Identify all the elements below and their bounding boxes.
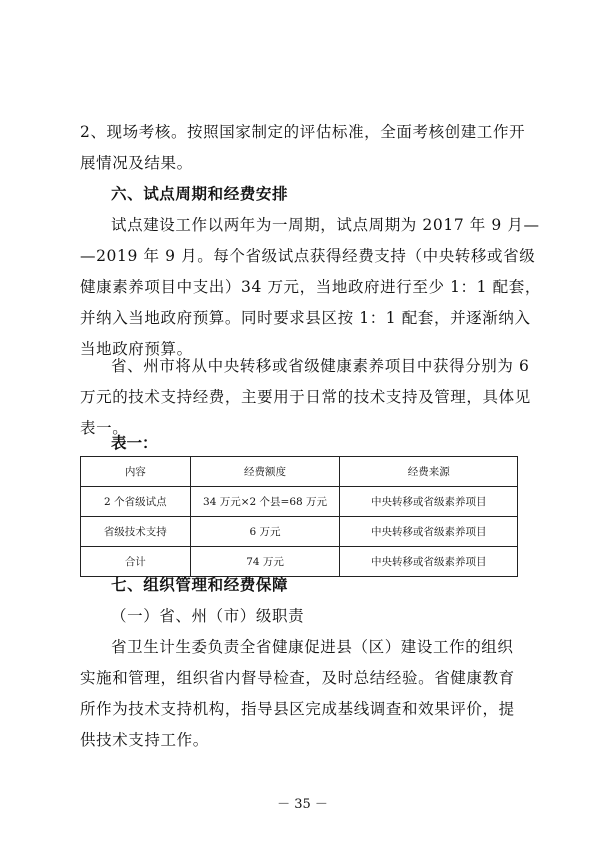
budget-table <box>80 456 518 577</box>
text-line: 并纳入当地政府预算。同时要求县区按 1：1 配套，并逐渐纳入 <box>80 309 531 327</box>
paragraph-pilot-period <box>80 210 541 365</box>
column-header-amount: 经费额度 <box>190 457 340 487</box>
column-header-content: 内容 <box>81 457 191 487</box>
table-cell: 中央转移或省级素养项目 <box>340 547 518 577</box>
table-caption: 表一： <box>111 434 158 452</box>
table-header-row <box>81 457 518 487</box>
table-cell: 6 万元 <box>190 517 340 547</box>
text-line: 所作为技术支持机构，指导县区完成基线调查和效果评价，提 <box>80 700 515 718</box>
text-line: 试点建设工作以两年为一周期，试点周期为 2017 年 9 月— <box>111 216 540 234</box>
table-cell: 省级技术支持 <box>81 517 191 547</box>
text-line: 健康素养项目中支出）34 万元，当地政府进行至少 1：1 配套， <box>80 278 541 296</box>
table-cell: 34 万元×2 个县=68 万元 <box>190 487 340 517</box>
section-heading-six: 六、试点周期和经费安排 <box>111 185 289 203</box>
table-row <box>81 517 518 547</box>
page-number: － 35 － <box>277 797 328 812</box>
text-line: 省卫生计生委负责全省健康促进县（区）建设工作的组织 <box>111 638 514 656</box>
table-cell: 2 个省级试点 <box>81 487 191 517</box>
table-cell: 中央转移或省级素养项目 <box>340 517 518 547</box>
text-line: 万元的技术支持经费，主要用于日常的技术支持及管理，具体见 <box>80 388 531 406</box>
text-line: —2019 年 9 月。每个省级试点获得经费支持（中央转移或省级 <box>80 247 536 265</box>
table-cell: 74 万元 <box>190 547 340 577</box>
text-line: 表一。 <box>80 419 129 437</box>
table-cell: 中央转移或省级素养项目 <box>340 487 518 517</box>
table-cell: 合计 <box>81 547 191 577</box>
paragraph-duties <box>80 632 530 756</box>
text-line: 当地政府预算。 <box>80 340 193 358</box>
section-heading-seven: 七、组织管理和经费保障 <box>111 576 289 594</box>
subsection-heading-provincial-duties: （一）省、州（市）级职责 <box>111 607 305 625</box>
column-header-source: 经费来源 <box>340 457 518 487</box>
text-line: 实施和管理，组织省内督导检查，及时总结经验。省健康教育 <box>80 669 515 687</box>
text-line: 2、现场考核。按照国家制定的评估标准，全面考核创建工作开 <box>80 123 526 141</box>
paragraph-onsite-assessment <box>80 117 530 179</box>
text-line: 省、州市将从中央转移或省级健康素养项目中获得分别为 6 <box>111 357 530 375</box>
text-line: 供技术支持工作。 <box>80 731 209 749</box>
text-line: 展情况及结果。 <box>80 154 193 172</box>
table-row <box>81 487 518 517</box>
